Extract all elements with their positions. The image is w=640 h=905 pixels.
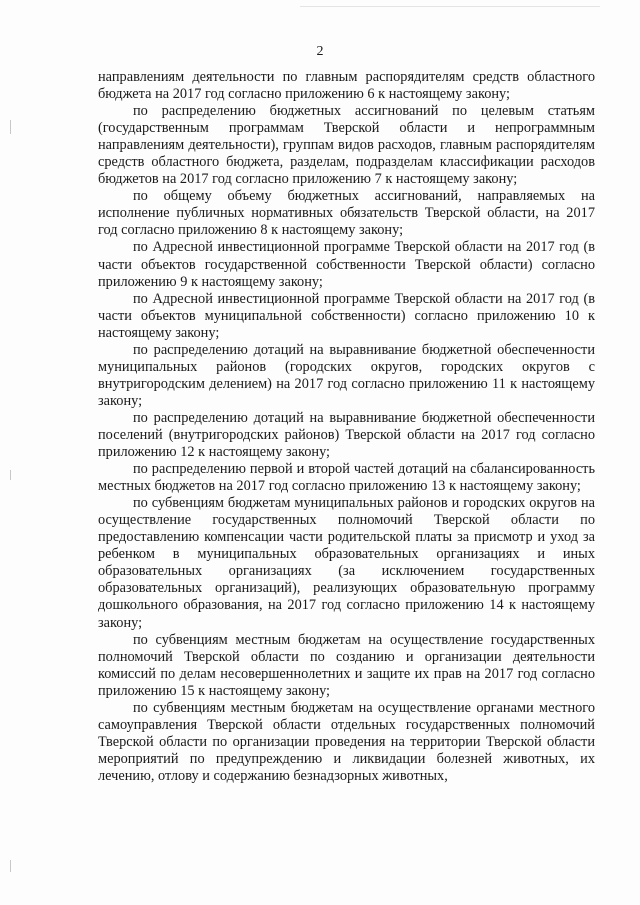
scan-margin-mark <box>10 860 11 872</box>
scan-margin-mark <box>10 120 11 134</box>
paragraph: по распределению первой и второй частей дотаций на сбалансированность местных бюджетов на 2017 год согласно приложению 13 к настоящему закону; <box>98 461 595 495</box>
paragraph: направлениям деятельности по главным распорядителям средств областного бюджета на 2017 год согласно приложению 6 к настоящему закону; <box>98 69 595 103</box>
paragraph: по Адресной инвестиционной программе Тверской области на 2017 год (в части объектов государственной собственности Тверской области) согласно приложению 9 к настоящему закону; <box>98 239 595 290</box>
scan-margin-mark <box>10 470 11 480</box>
page-number: 2 <box>316 44 324 59</box>
paragraph: по распределению дотаций на выравнивание бюджетной обеспеченности поселений (внутригородских районов) Тверской области на 2017 год согласно приложению 12 к настоящему закону; <box>98 409 595 461</box>
paragraph: по субвенциям местным бюджетам на осуществление государственных полномочий Тверской области по созданию и организации деятельности комиссий по делам несовершеннолетних и защите их прав на 2017 год согласно приложению 15 к настоящему закону; <box>98 631 595 699</box>
paragraph: по субвенциям местным бюджетам на осуществление органами местного самоуправления Тверской области отдельных государственных полномочий Тверской области по организации проведения на территории Тверской области мероприятий по предупреждению и ликвидации болезней животных, их лечению, отлову и содержанию безнадзорных животных, <box>98 699 595 784</box>
paragraph: по Адресной инвестиционной программе Тверской области на 2017 год (в части объектов муниципальной собственности) согласно приложению 10 к настоящему закону; <box>98 290 595 341</box>
paragraph: по распределению бюджетных ассигнований по целевым статьям (государственным программам Тверской области и непрограммным направлениям деятельности), группам видов расходов, главным распорядителям средств областного бюджета, разделам, подразделам классификации расходов бюджетов на 2017 год согласно приложению 7 к настоящему закону; <box>98 103 595 188</box>
paragraph: по распределению дотаций на выравнивание бюджетной обеспеченности муниципальных районов (городских округов, городских округов с внутригородским делением) на 2017 год согласно приложению 11 к настоящему закону; <box>98 341 595 409</box>
scan-edge-artifact <box>300 6 600 7</box>
paragraph: по субвенциям бюджетам муниципальных районов и городских округов на осуществление государственных полномочий Тверской области по предоставлению компенсации части родительской платы за присмотр и уход за ребенком в муниципальных образовательных организациях и иных образовательных организациях (за исключением государственных образовательных организаций), реализующих образовательную программу дошкольного образования, на 2017 год согласно приложению 14 к настоящему закону; <box>98 495 595 631</box>
document-body <box>98 69 595 785</box>
paragraph: по общему объему бюджетных ассигнований, направляемых на исполнение публичных нормативных обязательств Тверской области, на 2017 год согласно приложению 8 к настоящему закону; <box>98 188 595 239</box>
